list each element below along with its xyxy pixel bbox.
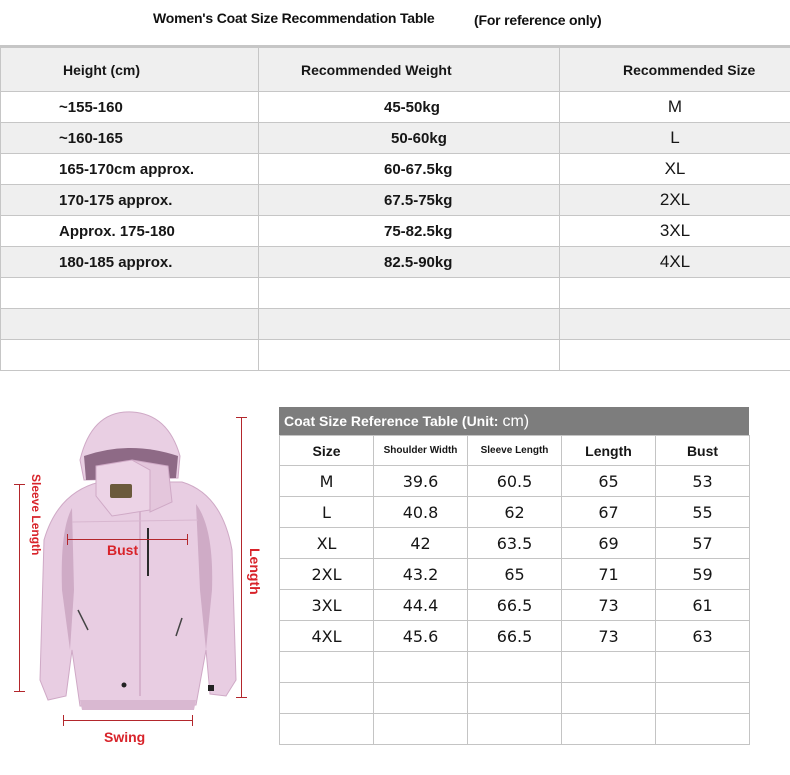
header-height: Height (cm) <box>1 47 259 92</box>
cell-weight: 67.5-75kg <box>259 185 560 216</box>
blank-row <box>280 714 750 745</box>
cell-size: 3XL <box>560 216 790 247</box>
bust-label: Bust <box>107 542 139 558</box>
cell-length: 73 <box>562 590 656 621</box>
caption-unit: cm) <box>502 413 530 430</box>
cell-bust: 55 <box>656 497 750 528</box>
cell-bust: 59 <box>656 559 750 590</box>
length-label: Length <box>247 548 263 595</box>
cell-height: Approx. 175-180 <box>1 216 259 247</box>
table-row <box>280 497 750 528</box>
cell-size: M <box>560 92 790 123</box>
table-row <box>280 621 750 652</box>
cell-shoulder: 40.8 <box>374 497 468 528</box>
jacket-measurement-illustration <box>0 400 275 775</box>
size-recommendation-table <box>0 45 790 371</box>
cell-length: 65 <box>562 466 656 497</box>
cell-sleeve: 60.5 <box>468 466 562 497</box>
cell-size: 4XL <box>280 621 374 652</box>
table-row <box>1 154 790 185</box>
table-row <box>280 559 750 590</box>
table-row <box>1 247 790 278</box>
cell-sleeve: 62 <box>468 497 562 528</box>
cell-height: 180-185 approx. <box>1 247 259 278</box>
table-row <box>280 466 750 497</box>
bust-line <box>67 539 188 540</box>
page-title <box>0 10 790 30</box>
swing-tick-left <box>63 715 64 726</box>
cell-shoulder: 45.6 <box>374 621 468 652</box>
blank-row <box>280 652 750 683</box>
table-row <box>280 590 750 621</box>
length-tick-bottom <box>236 697 247 698</box>
swing-line <box>63 720 193 721</box>
cell-size: 4XL <box>560 247 790 278</box>
cell-length: 69 <box>562 528 656 559</box>
blank-row <box>1 309 790 340</box>
table-row <box>1 216 790 247</box>
cell-weight: 82.5-90kg <box>259 247 560 278</box>
blank-row <box>280 683 750 714</box>
bust-tick-left <box>67 534 68 545</box>
cell-length: 67 <box>562 497 656 528</box>
cell-height: 170-175 approx. <box>1 185 259 216</box>
sleeve-length-line <box>19 484 20 691</box>
sleeve-length-label: Sleeve Length <box>29 474 43 556</box>
cell-shoulder: 43.2 <box>374 559 468 590</box>
cell-height: ~155-160 <box>1 92 259 123</box>
header-weight: Recommended Weight <box>259 47 560 92</box>
cell-sleeve: 65 <box>468 559 562 590</box>
cell-length: 71 <box>562 559 656 590</box>
header-bust: Bust <box>656 436 750 466</box>
swing-tick-right <box>192 715 193 726</box>
cell-bust: 57 <box>656 528 750 559</box>
table-header-row <box>280 436 750 466</box>
cell-bust: 61 <box>656 590 750 621</box>
title-main: Women's Coat Size Recommendation Table <box>153 10 435 26</box>
table-header-row <box>1 47 790 92</box>
cell-size: 2XL <box>280 559 374 590</box>
cell-size: M <box>280 466 374 497</box>
cell-size: 2XL <box>560 185 790 216</box>
header-length: Length <box>562 436 656 466</box>
header-shoulder-width: Shoulder Width <box>374 436 468 466</box>
header-size: Size <box>280 436 374 466</box>
cell-sleeve: 66.5 <box>468 621 562 652</box>
table-row <box>1 185 790 216</box>
cell-height: 165-170cm approx. <box>1 154 259 185</box>
cell-weight: 75-82.5kg <box>259 216 560 247</box>
cell-size: XL <box>280 528 374 559</box>
blank-row <box>1 278 790 309</box>
cell-weight: 50-60kg <box>259 123 560 154</box>
cell-size: L <box>280 497 374 528</box>
cell-size: 3XL <box>280 590 374 621</box>
cell-shoulder: 39.6 <box>374 466 468 497</box>
caption-text: Coat Size Reference Table (Unit: <box>284 413 499 429</box>
cell-weight: 60-67.5kg <box>259 154 560 185</box>
length-tick-top <box>236 417 247 418</box>
sleeve-length-tick-bottom <box>14 691 25 692</box>
size-reference-table <box>279 435 750 745</box>
table-row <box>280 528 750 559</box>
table-row <box>1 123 790 154</box>
title-note: (For reference only) <box>474 12 602 28</box>
swing-label: Swing <box>104 729 146 745</box>
cell-sleeve: 66.5 <box>468 590 562 621</box>
reference-table-caption <box>279 407 749 435</box>
header-sleeve-length: Sleeve Length <box>468 436 562 466</box>
cell-shoulder: 42 <box>374 528 468 559</box>
jacket-image <box>0 400 275 775</box>
cell-length: 73 <box>562 621 656 652</box>
cell-size: XL <box>560 154 790 185</box>
cell-bust: 63 <box>656 621 750 652</box>
table-row <box>1 92 790 123</box>
cell-sleeve: 63.5 <box>468 528 562 559</box>
blank-row <box>1 340 790 371</box>
cell-shoulder: 44.4 <box>374 590 468 621</box>
cell-bust: 53 <box>656 466 750 497</box>
bust-tick-right <box>187 534 188 545</box>
size-reference-table-container <box>279 407 749 745</box>
sleeve-length-tick-top <box>14 484 25 485</box>
header-size: Recommended Size <box>560 47 790 92</box>
length-line <box>241 417 242 697</box>
cell-weight: 45-50kg <box>259 92 560 123</box>
cell-size: L <box>560 123 790 154</box>
cell-height: ~160-165 <box>1 123 259 154</box>
